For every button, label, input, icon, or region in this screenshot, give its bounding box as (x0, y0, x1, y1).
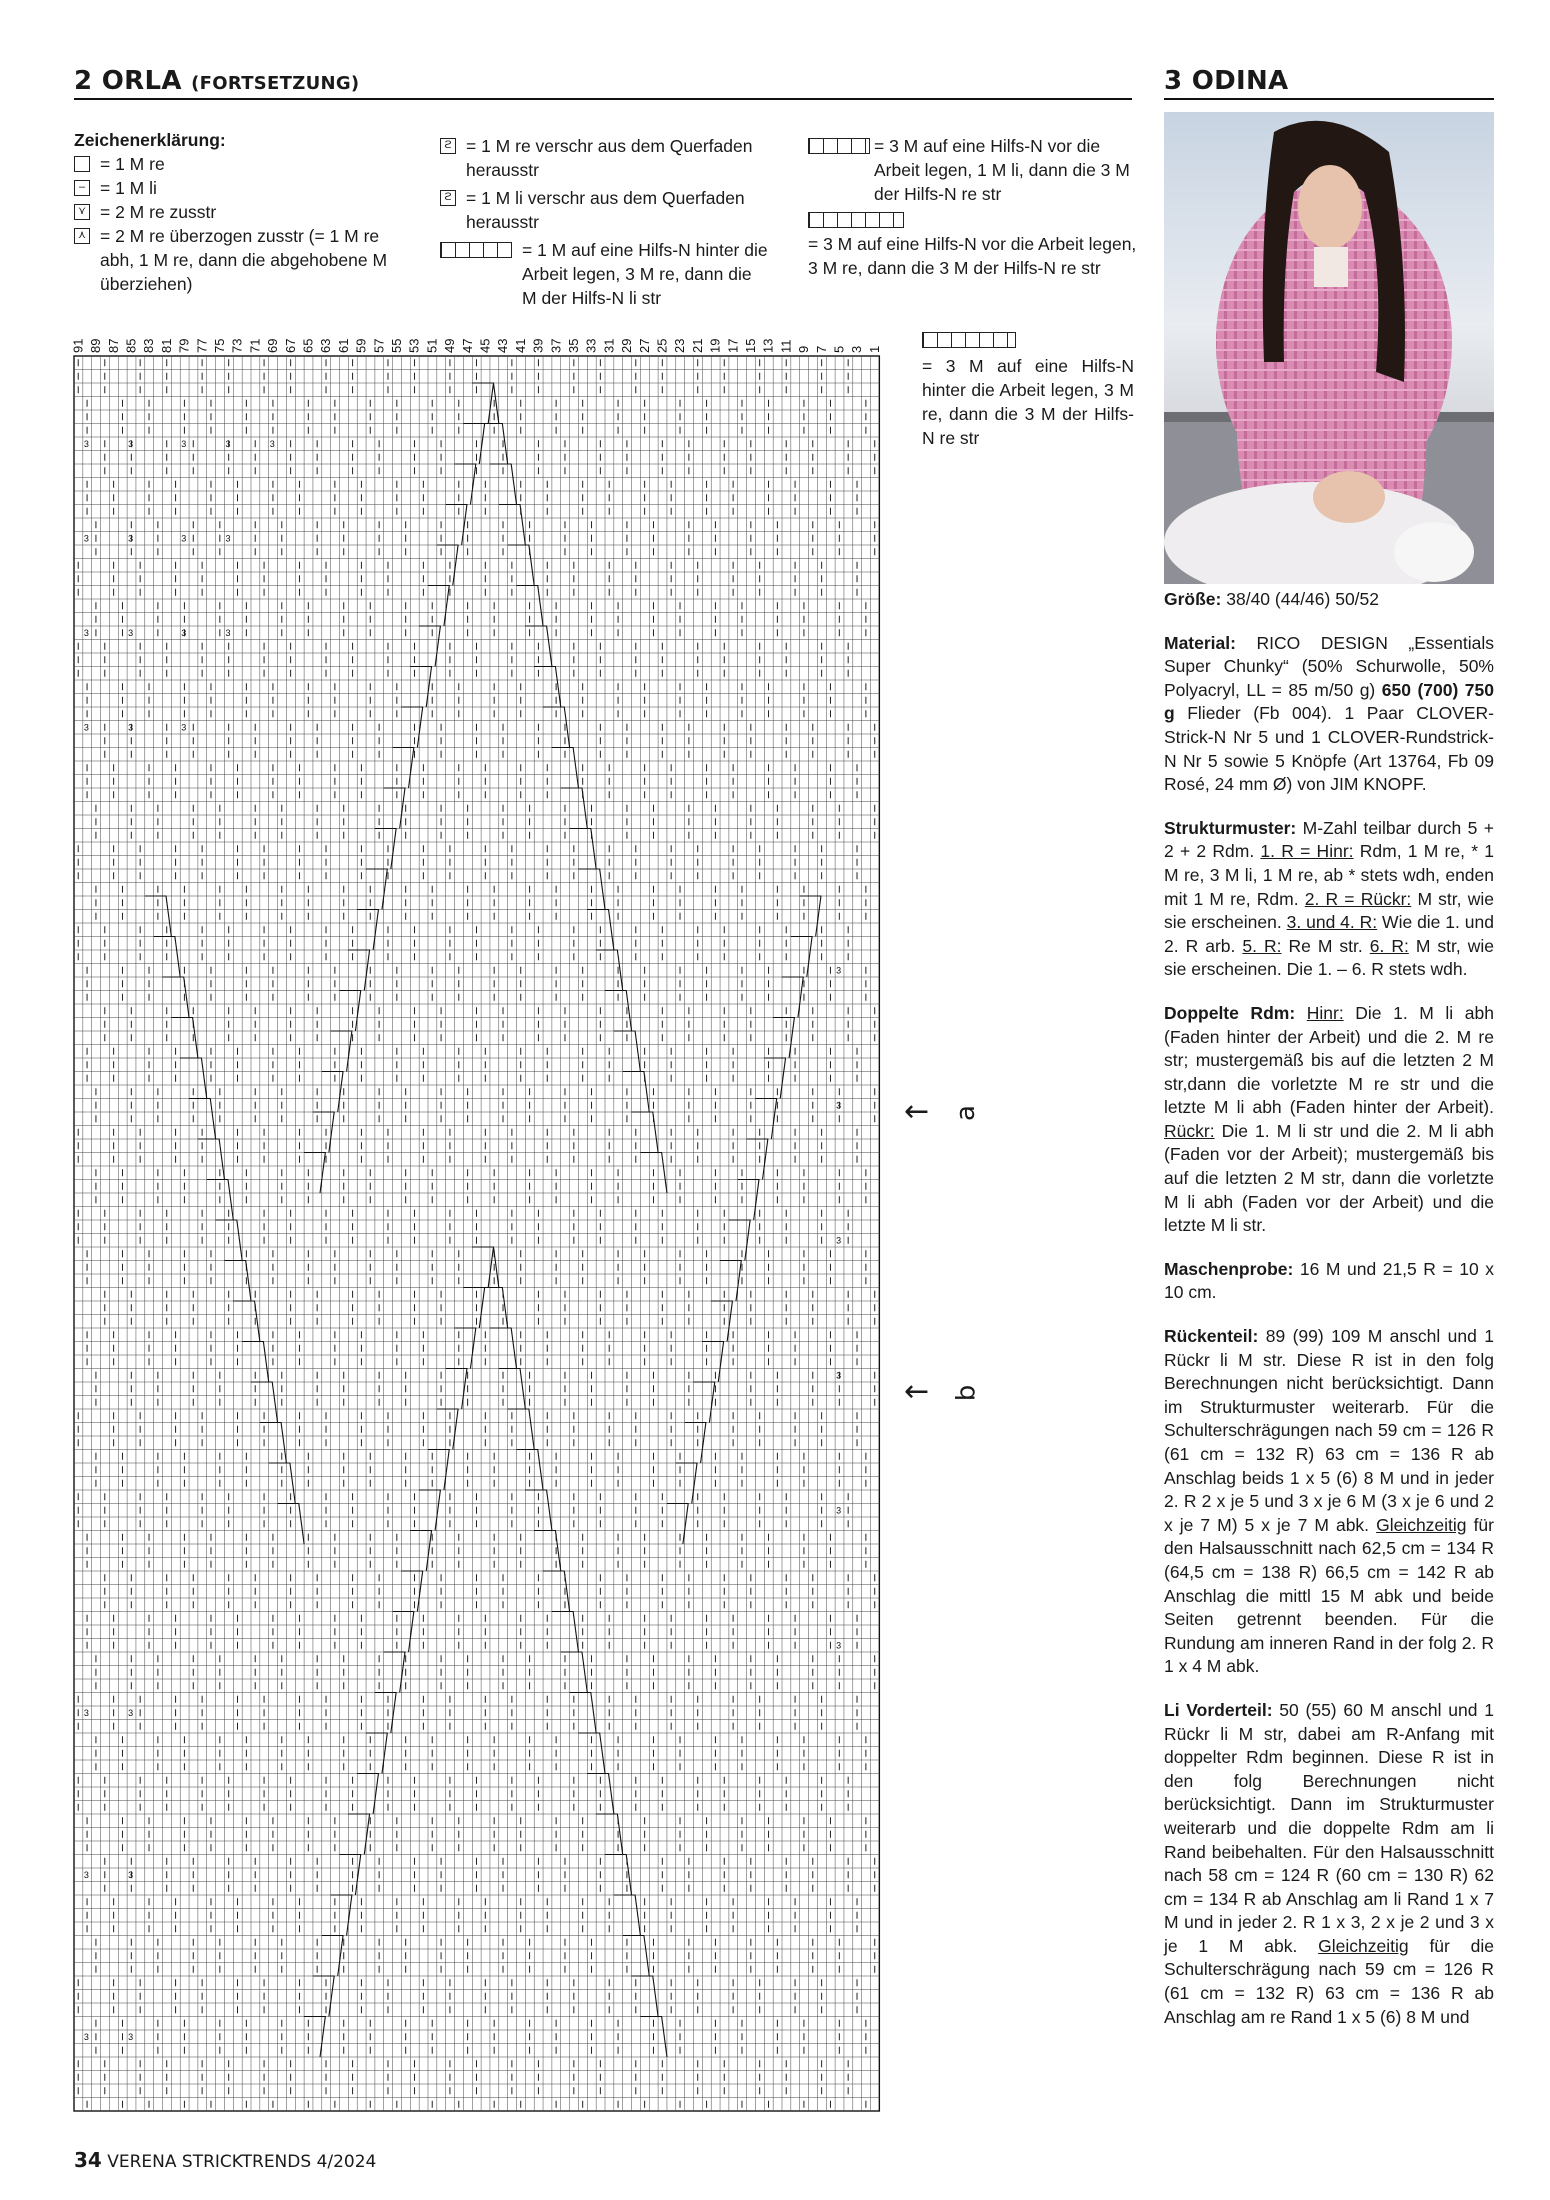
cable-count-label: 3 (128, 439, 134, 449)
column-label: 61 (335, 338, 351, 353)
column-label: 11 (778, 339, 794, 353)
cable-3-1-icon (808, 138, 870, 154)
cable-count-label: 3 (128, 2032, 134, 2042)
column-label: 47 (459, 338, 475, 353)
cable-1-3-icon (440, 242, 512, 258)
column-label: 31 (601, 338, 617, 353)
column-label: 39 (530, 338, 546, 353)
cable-count-label: 3 (181, 628, 187, 638)
column-label: 65 (300, 338, 316, 353)
column-label: 69 (265, 338, 281, 353)
column-label: 43 (495, 338, 511, 353)
column-label: 25 (654, 338, 670, 353)
cable-3-3-front-icon (808, 212, 904, 228)
cable-count-label: 3 (128, 1708, 134, 1718)
column-label: 19 (707, 338, 723, 353)
cable-count-label: 3 (225, 533, 231, 544)
cable-count-label: 3 (83, 722, 89, 733)
cable-count-label: 3 (128, 1870, 134, 1880)
column-label: 57 (371, 338, 387, 353)
cable-count-label: 3 (83, 628, 89, 638)
odina-instructions (1164, 588, 1494, 2049)
cable-count-label: 3 (836, 1100, 842, 1111)
legend-item: – = 1 M li (74, 176, 404, 200)
front-paragraph: Li Vorderteil: 50 (55) 60 M anschl und 1 Rückr li M str, dabei am R-Anfang mit doppelter Rdm beginnen. Diese R ist in den folg Berechnungen nicht berücksichtigt. Dann im Strukturmuster weiterarb und die doppelte Rdm am li Rand beibehalten. Für den Halsausschnitt nach 58 cm = 124 R (60 cm = 130 R) 62 cm = 134 R ab Anschlag am li Rand 1 x 7 M und in jeder 2. R 1 x 3, 2 x je 2 und 3 x je 1 M abk. Gleichzeitig für die Schulterschrägung nach 59 cm = 126 R (61 cm = 132 R) 63 cm = 136 R ab Anschlag am re Rand 1 x 5 (6) 8 M und (1164, 1699, 1494, 2027)
knitting-chart (70, 330, 900, 2130)
column-label: 41 (512, 338, 528, 353)
column-label: 79 (176, 338, 192, 353)
dash-square-icon: – (74, 180, 90, 196)
legend-col-3 (808, 134, 1138, 280)
column-label: 73 (229, 338, 245, 353)
column-label: 35 (566, 338, 582, 353)
material-paragraph: Material: RICO DESIGN „Essentials Super Chunky“ (50% Schurwolle, 50% Polyacryl, LL = 85 m/50 g) 650 (700) 750 g Flieder (Fb 004). 1 Paar CLOVER-Strick-N Nr 5 und 1 CLOVER-Rundstrick-N Nr 5 sowie 5 Knöpfe (Art 13764, Fb 09 Rosé, 24 mm Ø) von JIM KNOPF. (1164, 632, 1494, 795)
column-label: 67 (282, 338, 298, 353)
cable-count-label: 3 (181, 722, 187, 733)
column-label: 27 (636, 338, 652, 353)
back-paragraph: Rückenteil: 89 (99) 109 M anschl und 1 Rückr li M str. Diese R ist in den folg Berechnungen nicht berücksichtigt. Dann im Strukturmuster weiterarb. Für die Schulterschrägungen nach 59 cm = 126 R (61 cm = 132 R) 63 cm = 136 R ab Anschlag beids 1 x 5 (6) 8 M und in jeder 2. R 2 x je 5 und 3 x je 6 M (3 x je 6 und 2 x je 7 M) 5 x je 7 M abk. Gleichzeitig für den Halsausschnitt nach 62,5 cm = 134 R (64,5 cm = 138 R) 66,5 cm = 142 R ab Anschlag die mittl 15 M abk und beide Seiten getrennt beenden. Für die Rundung am inneren Rand in der folg 2. R 1 x 4 M abk. (1164, 1326, 1494, 1677)
cable-count-label: 3 (836, 1505, 842, 1516)
column-label: 9 (796, 345, 812, 353)
legend-heading: Zeichenerklärung: (74, 130, 226, 150)
column-label: 45 (477, 338, 493, 353)
cable-count-label: 3 (836, 965, 842, 976)
empty-square-icon (74, 156, 90, 172)
legend-item: ⋏ = 2 M re überzogen zusstr (= 1 M re abh, 1 M re, dann die abgehobene M überziehen) (74, 224, 404, 296)
row-marker-a: ← a (904, 1094, 981, 1129)
purl-strand-icon: ϩ (440, 138, 456, 154)
section-title-orla: 2 ORLA (FORTSETZUNG) (74, 66, 360, 96)
cable-count-label: 3 (83, 439, 89, 449)
column-label: 13 (760, 338, 776, 353)
column-label: 51 (424, 338, 440, 353)
cable-count-label: 3 (836, 1235, 842, 1246)
legend-item: ϩ = 1 M re verschr aus dem Querfaden herausstr (440, 134, 770, 182)
column-label: 87 (105, 338, 121, 353)
edge-paragraph: Doppelte Rdm: Hinr: Die 1. M li abh (Faden hinter der Arbeit) und die 2. M re str; mustergemäß bis auf die letzten 2 M str,dann die vorletzte M re str und die letzte M li abh (Faden hinter der Arbeit). Rückr: Die 1. M li str und die 2. M li abh (Faden vor der Arbeit); mustergemäß bis auf die letzten 2 M str, dann die vorletzte M li abh (Faden vor der Arbeit) und die letzte M li str. (1164, 1002, 1494, 1236)
legend-item: = 1 M auf eine Hilfs-N hinter die Arbeit legen, 3 M re, dann die M der Hilfs-N li str (440, 238, 770, 310)
column-label: 3 (849, 345, 865, 353)
column-label: 29 (619, 338, 635, 353)
column-label: 59 (353, 338, 369, 353)
column-label: 33 (583, 338, 599, 353)
column-label: 15 (743, 338, 759, 353)
cable-count-label: 3 (836, 1640, 842, 1651)
size-paragraph: Größe: 38/40 (44/46) 50/52 (1164, 589, 1380, 609)
column-label: 81 (158, 338, 174, 353)
column-label: 91 (70, 338, 86, 353)
legend-chart-side: = 3 M auf eine Hilfs-N hinter die Arbeit legen, 3 M re, dann die 3 M der Hilfs-N re str (922, 332, 1134, 450)
column-label: 23 (672, 338, 688, 353)
ssk-icon: ⋏ (74, 228, 90, 244)
legend-item: ⋎ = 2 M re zusstr (74, 200, 404, 224)
k2tog-icon: ⋎ (74, 204, 90, 220)
cable-count-label: 3 (83, 533, 89, 544)
cable-count-label: 3 (83, 1870, 89, 1880)
cable-count-label: 3 (181, 533, 187, 544)
page-footer: 34 VERENA STRICKTRENDS 4/2024 (74, 2148, 377, 2172)
cable-count-label: 3 (836, 1370, 842, 1381)
cable-count-label: 3 (83, 1708, 89, 1718)
cable-count-label: 3 (128, 628, 134, 638)
row-marker-b: ← b (904, 1374, 982, 1409)
column-label: 1 (866, 345, 882, 353)
column-label: 55 (389, 338, 405, 353)
cable-count-label: 3 (128, 722, 134, 733)
divider (1164, 98, 1494, 100)
cable-count-label: 3 (225, 628, 231, 638)
column-label: 85 (123, 338, 139, 353)
column-label: 17 (725, 338, 741, 353)
legend-item: = 3 M auf eine Hilfs-N vor die Arbeit legen, 1 M li, dann die 3 M der Hilfs-N re str (808, 134, 1138, 206)
cable-3-3-back-icon (922, 332, 1016, 348)
column-label: 5 (831, 345, 847, 353)
model-photo (1164, 112, 1494, 584)
structure-paragraph: Strukturmuster: M-Zahl teilbar durch 5 + 2 + 2 Rdm. 1. R = Hinr: Rdm, 1 M re, * 1 M re, 3 M li, 1 M re, ab * stets wdh, enden mit 1 M re, Rdm. 2. R = Rückr: M str, wie sie erscheinen. 3. und 4. R: Wie die 1. und 2. R arb. 5. R: Re M str. 6. R: M str, wie sie erscheinen. Die 1. – 6. R stets wdh. (1164, 817, 1494, 980)
column-label: 75 (212, 338, 228, 353)
column-label: 37 (548, 338, 564, 353)
column-label: 83 (141, 338, 157, 353)
legend-item: = 3 M auf eine Hilfs-N vor die Arbeit legen, 3 M re, dann die 3 M der Hilfs-N re str (808, 212, 1138, 280)
column-label: 63 (318, 338, 334, 353)
column-label: 77 (194, 338, 210, 353)
column-label: 7 (813, 345, 829, 353)
cable-count-label: 3 (128, 533, 134, 544)
cable-count-label: 3 (181, 439, 187, 449)
column-label: 71 (247, 338, 263, 353)
cable-count-label: 3 (83, 2032, 89, 2042)
column-label: 89 (88, 338, 104, 353)
cable-count-label: 3 (225, 439, 231, 449)
knit-strand-icon: ϩ (440, 190, 456, 206)
gauge-paragraph: Maschenprobe: 16 M und 21,5 R = 10 x 10 cm. (1164, 1258, 1494, 1303)
legend-col-1 (74, 128, 404, 296)
column-label: 21 (689, 338, 705, 353)
divider (74, 98, 1132, 100)
column-label: 53 (406, 338, 422, 353)
section-title-odina: 3 ODINA (1164, 66, 1289, 96)
cable-count-label: 3 (269, 439, 275, 449)
column-label: 49 (442, 338, 458, 353)
legend-item: = 1 M re (74, 152, 404, 176)
legend-item: ϩ = 1 M li verschr aus dem Querfaden herausstr (440, 186, 770, 234)
chart-grid (70, 330, 900, 2130)
legend-col-2 (440, 134, 770, 310)
